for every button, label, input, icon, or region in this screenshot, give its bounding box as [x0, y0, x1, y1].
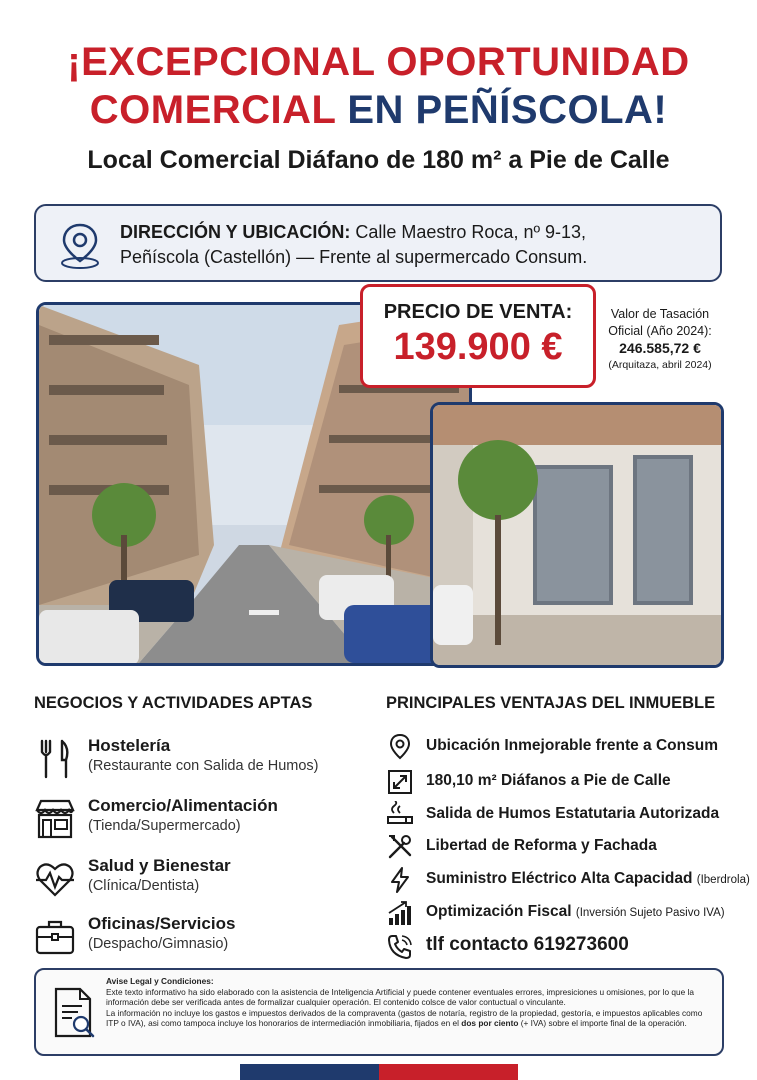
appraisal-value: 246.585,72 €	[619, 340, 701, 356]
advantage-label: Ubicación Inmejorable frente a Consum	[426, 737, 718, 754]
title-word-comercial: COMERCIAL	[89, 88, 336, 132]
address-line-1: Calle Maestro Roca, nº 9-13,	[355, 222, 587, 242]
advantage-note: (Inversión Sujeto Pasivo IVA)	[575, 907, 725, 919]
advantage-item	[386, 899, 736, 927]
heart-pulse-icon	[34, 858, 76, 900]
storefront-icon	[34, 798, 76, 840]
advantage-label: 180,10 m² Diáfanos a Pie de Calle	[426, 772, 671, 789]
businesses-heading: NEGOCIOS Y ACTIVIDADES APTAS	[34, 694, 313, 712]
business-name: Hostelería	[88, 736, 171, 755]
advantage-text	[426, 837, 657, 855]
advantage-item	[386, 866, 750, 894]
expand-icon	[386, 768, 414, 796]
chart-up-icon	[386, 899, 414, 927]
advantage-text	[426, 772, 671, 790]
business-detail: (Restaurante con Salida de Humos)	[88, 758, 319, 774]
footer-color-bar	[240, 1064, 518, 1080]
title-line-2	[0, 86, 757, 134]
price-box	[360, 284, 596, 388]
address-label: DIRECCIÓN Y UBICACIÓN:	[120, 222, 351, 242]
smoke-icon	[386, 801, 414, 829]
address-box	[34, 204, 722, 282]
advantage-label: Salida de Humos Estatutaria Autorizada	[426, 805, 720, 822]
phone-icon	[386, 933, 414, 961]
lightning-icon	[386, 866, 414, 894]
business-name: Salud y Bienestar	[88, 856, 231, 875]
legal-fee-percent: dos por ciento	[461, 1018, 519, 1029]
address-line-2: Peñíscola (Castellón) — Frente al supermercado Consum.	[120, 247, 588, 267]
legal-notice	[34, 968, 724, 1056]
business-item	[34, 796, 364, 848]
legal-paragraph-2-end: (+ IVA) sobre el importe final de la operación.	[520, 1018, 687, 1029]
appraisal-label-2: Oficial (Año 2024):	[608, 324, 712, 338]
advantages-heading: PRINCIPALES VENTAJAS DEL INMUEBLE	[386, 694, 716, 712]
legal-paragraph-2: La información no incluye los gastos e impuestos derivados de la compraventa (gastos de notaría, registro de la propiedad, gestoría, e impuestos aplicables como ITP o IVA), asi como tampoca incluye los honorarios de intermediación inmobiliaria, fijados en el	[106, 1007, 703, 1029]
advantage-text	[426, 737, 718, 755]
advantage-text	[426, 805, 719, 823]
title-line-1: ¡EXCEPCIONAL OPORTUNIDAD	[67, 40, 690, 84]
document-search-icon	[50, 986, 98, 1040]
appraisal-source: (Arquitaza, abril 2024)	[608, 359, 712, 371]
advantage-item	[386, 768, 736, 796]
legal-text	[106, 976, 716, 1029]
legal-paragraph-1: Exte texto informativo ha sido elaborado con la asistencia de Inteligencia Artificial y puede contener eventuales errores, impresiciones u omisiones, por lo que la información debe ser verificada antes de formalizar cualquier operación. El contenido colsce de valor contuctual o vinculante.	[106, 986, 695, 1008]
price-label: PRECIO DE VENTA:	[383, 301, 573, 323]
appraisal-info	[598, 306, 722, 374]
footer-bar-red	[379, 1064, 518, 1080]
advantage-text	[426, 903, 725, 921]
advantage-item	[386, 801, 736, 829]
advantage-note: (Iberdrola)	[696, 874, 750, 886]
advantage-text	[426, 870, 750, 888]
business-detail: (Tienda/Supermercado)	[88, 818, 241, 834]
tools-icon	[386, 833, 414, 861]
page-subtitle: Local Comercial Diáfano de 180 m² a Pie de Calle	[87, 146, 670, 174]
storefront-photo	[430, 402, 724, 668]
appraisal-label-1: Valor de Tasación	[610, 307, 710, 321]
location-pin-icon	[386, 733, 414, 761]
business-item	[34, 914, 364, 966]
advantage-item	[386, 733, 736, 761]
price-value: 139.900 €	[393, 326, 563, 368]
business-name: Comercio/Alimentación	[88, 796, 278, 815]
advantage-item[interactable]	[386, 933, 736, 961]
location-pin-icon	[56, 221, 104, 271]
advantage-label: Optimización Fiscal	[426, 903, 572, 920]
business-item	[34, 736, 364, 788]
business-name: Oficinas/Servicios	[88, 914, 236, 933]
legal-heading: Avise Legal y Condiciones:	[106, 976, 214, 986]
address-text	[120, 220, 710, 270]
title-word-peniscola: EN PEÑÍSCOLA!	[347, 88, 668, 132]
advantage-item	[386, 833, 736, 861]
storefront-photo-illustration	[433, 405, 721, 665]
advantage-label: Libertad de Reforma y Fachada	[426, 837, 657, 854]
briefcase-icon	[34, 916, 76, 958]
page-title	[0, 38, 757, 134]
business-detail: (Despacho/Gimnasio)	[88, 936, 229, 952]
contact-phone[interactable]: tlf contacto 619273600	[426, 934, 629, 955]
fork-knife-icon	[34, 738, 76, 780]
business-detail: (Clínica/Dentista)	[88, 878, 200, 894]
footer-bar-navy	[240, 1064, 379, 1080]
advantage-label: Suministro Eléctrico Alta Capacidad	[426, 870, 693, 887]
business-item	[34, 856, 364, 908]
